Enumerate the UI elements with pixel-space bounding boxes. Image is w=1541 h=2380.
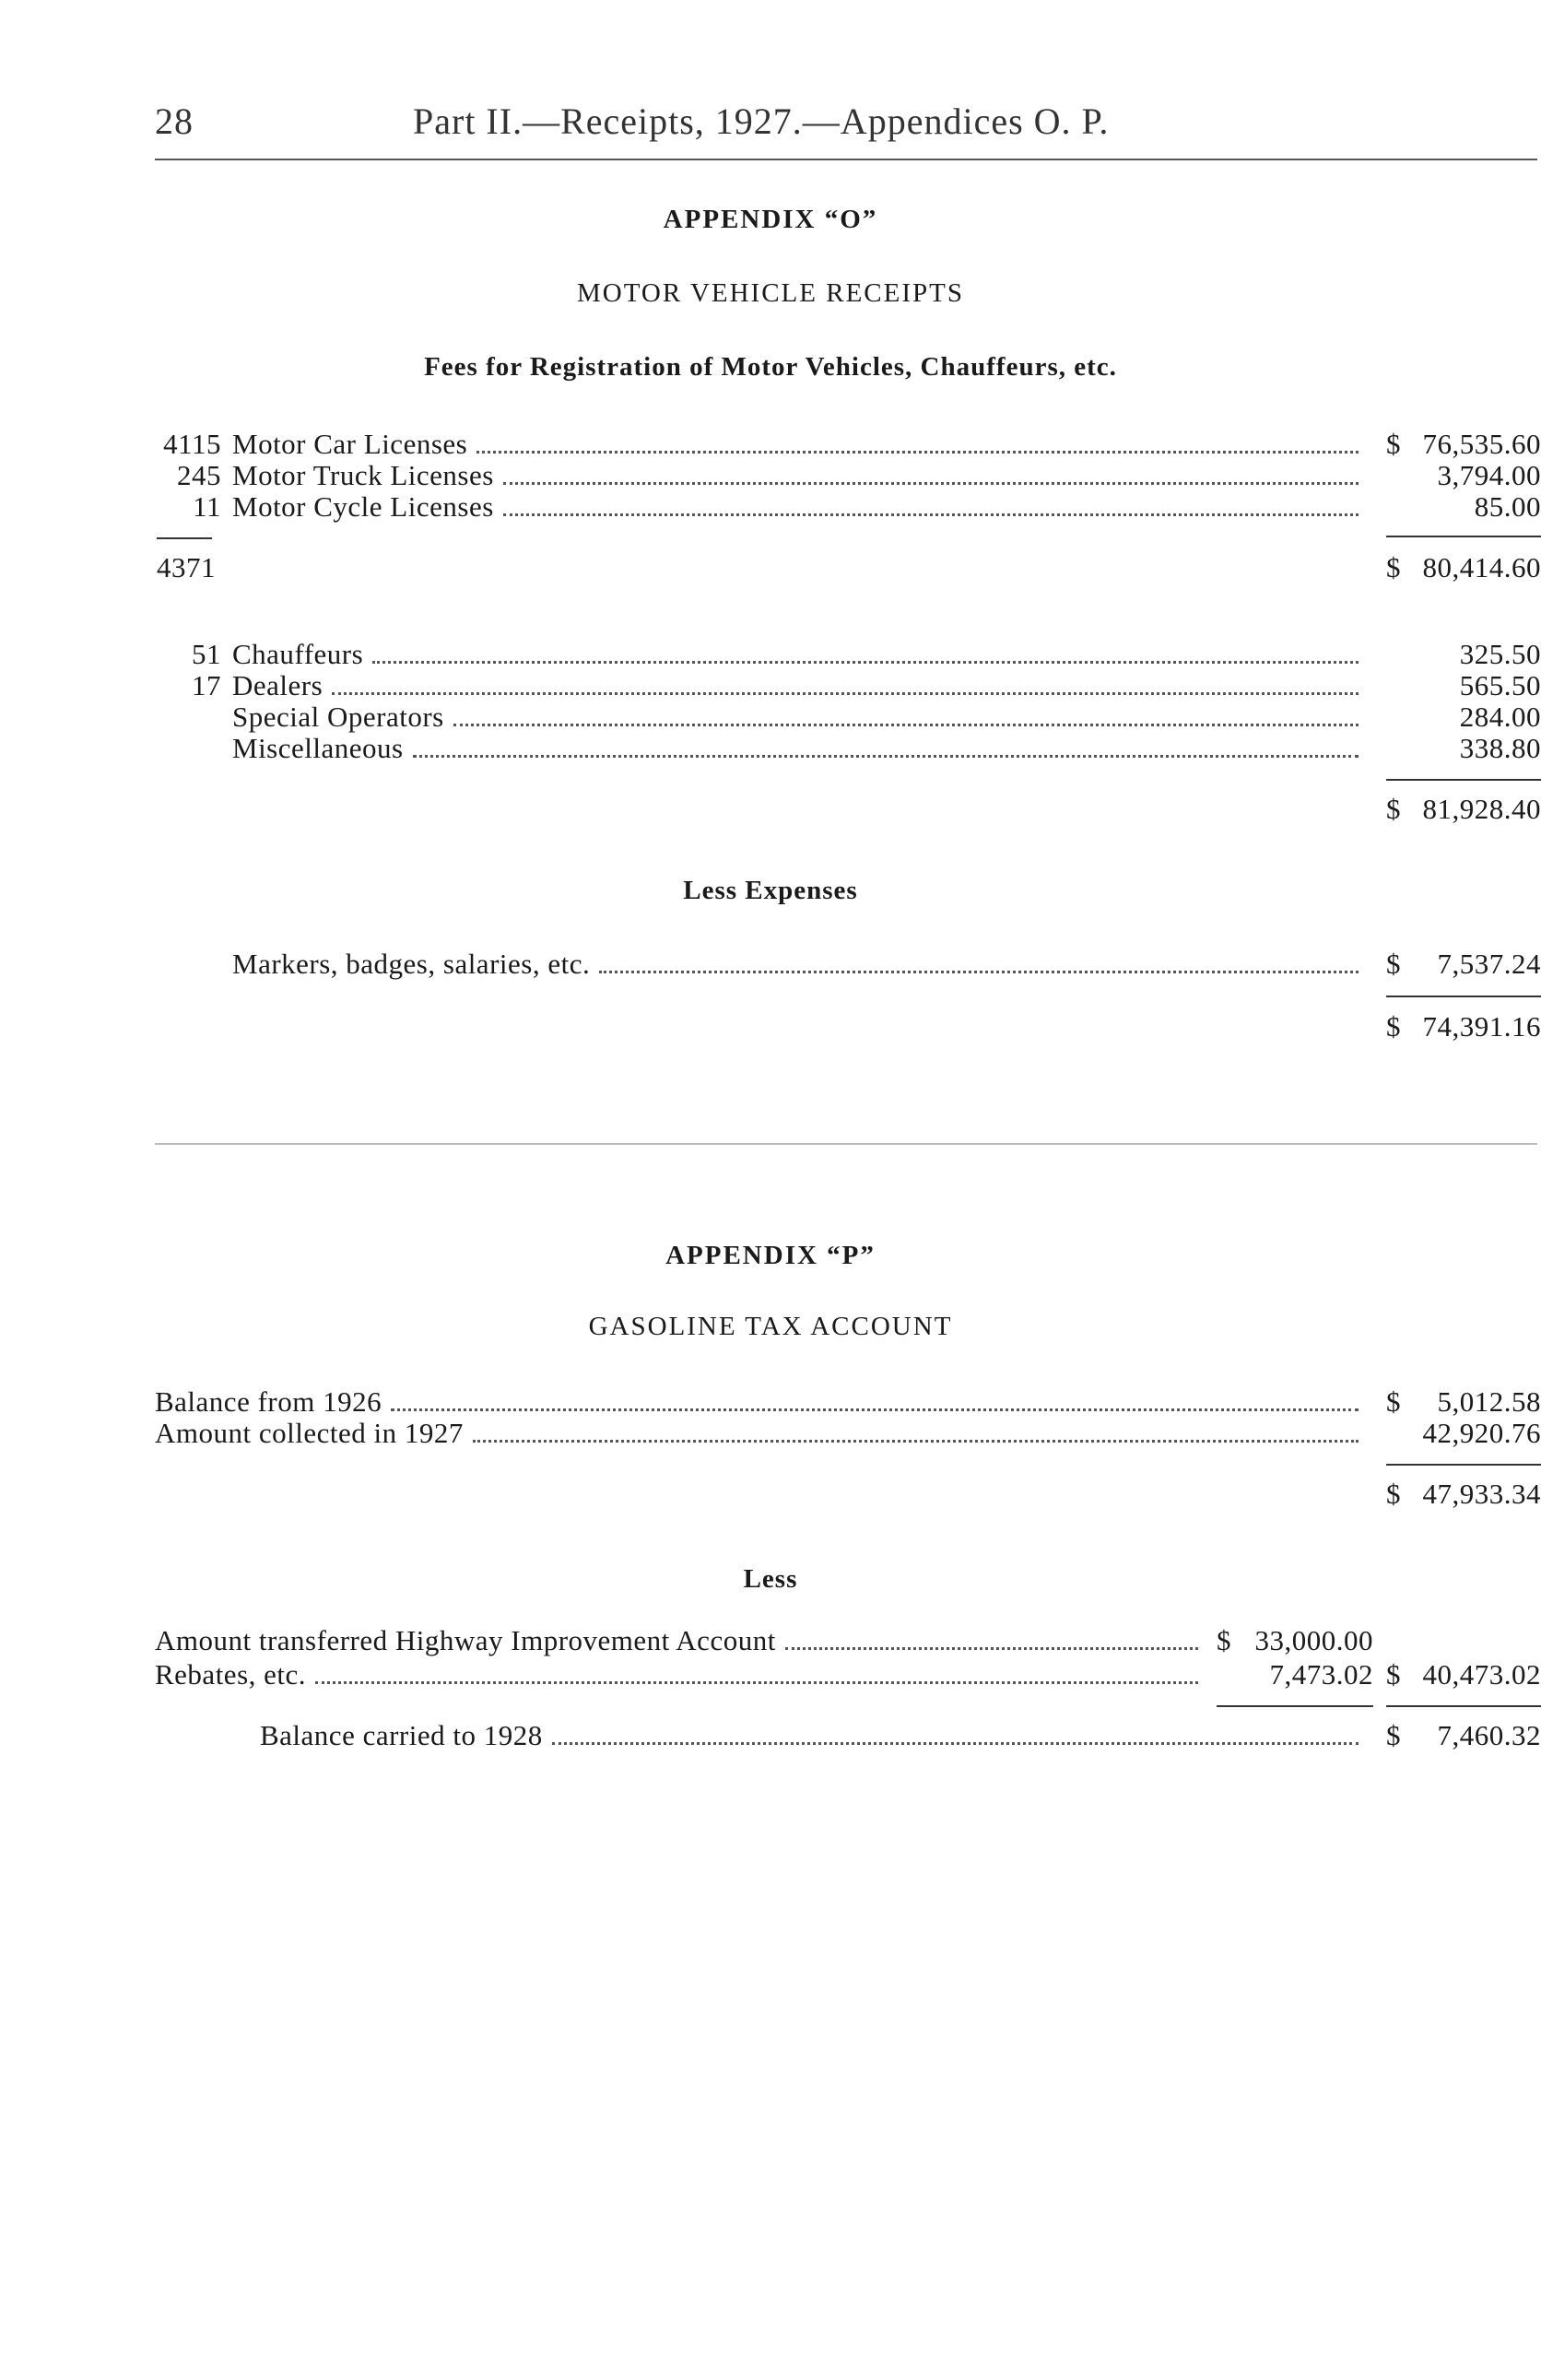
license-amount: 85.00 <box>1474 490 1541 523</box>
balance-row <box>0 1720 1541 1751</box>
fee-row <box>0 670 1541 701</box>
fee-label: Chauffeurs <box>232 639 1364 670</box>
deduction-amount: 7,473.02 <box>1269 1658 1373 1691</box>
balance-label: Balance carried to 1928 <box>260 1720 1364 1751</box>
license-label: Motor Car Licenses <box>232 429 1364 460</box>
net-total-row <box>0 1011 1541 1043</box>
sum-rule <box>1386 996 1541 997</box>
sum-rule <box>1386 1464 1541 1466</box>
fee-label: Special Operators <box>232 701 1364 733</box>
deduction-row <box>0 1625 1541 1656</box>
section-divider <box>155 1143 1537 1145</box>
deduction-row <box>0 1659 1541 1691</box>
expense-row <box>0 948 1541 980</box>
expense-amount: $ 7,537.24 <box>1386 948 1541 980</box>
fee-count: 17 <box>192 669 221 701</box>
sum-rule <box>1386 536 1541 537</box>
license-amount: $ 76,535.60 <box>1386 428 1541 460</box>
fee-count: 51 <box>192 638 221 670</box>
appendix-o-title: MOTOR VEHICLE RECEIPTS <box>577 278 964 308</box>
running-title: Part II.—Receipts, 1927.—Appendices O. P. <box>413 100 1110 142</box>
fee-amount: 338.80 <box>1459 732 1541 764</box>
receipt-amount: 42,920.76 <box>1422 1417 1541 1449</box>
balance-amount: $ 7,460.32 <box>1386 1719 1541 1751</box>
fee-amount: 325.50 <box>1459 638 1541 670</box>
less-heading: Less <box>743 1564 798 1594</box>
receipt-row <box>0 1386 1541 1418</box>
receipts-total-row <box>0 1479 1541 1510</box>
receipt-label: Balance from 1926 <box>155 1386 1364 1418</box>
license-row <box>0 429 1541 460</box>
count-rule <box>157 537 212 539</box>
fee-row <box>0 733 1541 764</box>
receipts-total-amount: $ 47,933.34 <box>1386 1478 1541 1510</box>
deduction-label: Amount transferred Highway Improvement Account <box>155 1625 1204 1656</box>
net-total-amount: $ 74,391.16 <box>1386 1010 1541 1043</box>
fee-row <box>0 701 1541 733</box>
appendix-o-subtitle: Fees for Registration of Motor Vehicles, Chauffeurs, etc. <box>424 352 1117 382</box>
license-label: Motor Cycle Licenses <box>232 491 1364 523</box>
license-label: Motor Truck Licenses <box>232 460 1364 491</box>
fee-row <box>0 639 1541 670</box>
gross-total-row <box>0 794 1541 825</box>
licenses-total-count: 4371 <box>157 551 216 583</box>
licenses-total-amount: $ 80,414.60 <box>1386 551 1541 583</box>
licenses-total-row <box>0 552 1541 583</box>
sum-rule <box>1386 779 1541 781</box>
fee-amount: 565.50 <box>1459 669 1541 701</box>
license-count: 4115 <box>163 428 221 460</box>
appendix-o-label: APPENDIX “O” <box>663 205 878 234</box>
license-row <box>0 491 1541 523</box>
deductions-total-amount: $ 40,473.02 <box>1386 1658 1541 1691</box>
header-rule <box>155 159 1537 160</box>
fee-label: Miscellaneous <box>232 733 1364 764</box>
license-amount: 3,794.00 <box>1437 459 1541 491</box>
receipt-label: Amount collected in 1927 <box>155 1418 1364 1449</box>
license-count: 11 <box>193 490 221 523</box>
page-number: 28 <box>155 100 194 142</box>
less-expenses-heading: Less Expenses <box>683 876 858 905</box>
appendix-p-title: GASOLINE TAX ACCOUNT <box>588 1312 953 1341</box>
license-count: 245 <box>177 459 221 491</box>
receipt-row <box>0 1418 1541 1449</box>
sum-rule <box>1386 1705 1541 1707</box>
receipt-amount: $ 5,012.58 <box>1386 1385 1541 1418</box>
appendix-p-label: APPENDIX “P” <box>665 1241 876 1270</box>
fee-amount: 284.00 <box>1459 701 1541 733</box>
expense-label: Markers, badges, salaries, etc. <box>232 948 1364 980</box>
license-row <box>0 460 1541 491</box>
sum-rule <box>1217 1705 1373 1707</box>
fee-label: Dealers <box>232 670 1364 701</box>
gross-total-amount: $ 81,928.40 <box>1386 793 1541 825</box>
deduction-amount: $ 33,000.00 <box>1217 1624 1373 1656</box>
deduction-label: Rebates, etc. <box>155 1659 1204 1691</box>
